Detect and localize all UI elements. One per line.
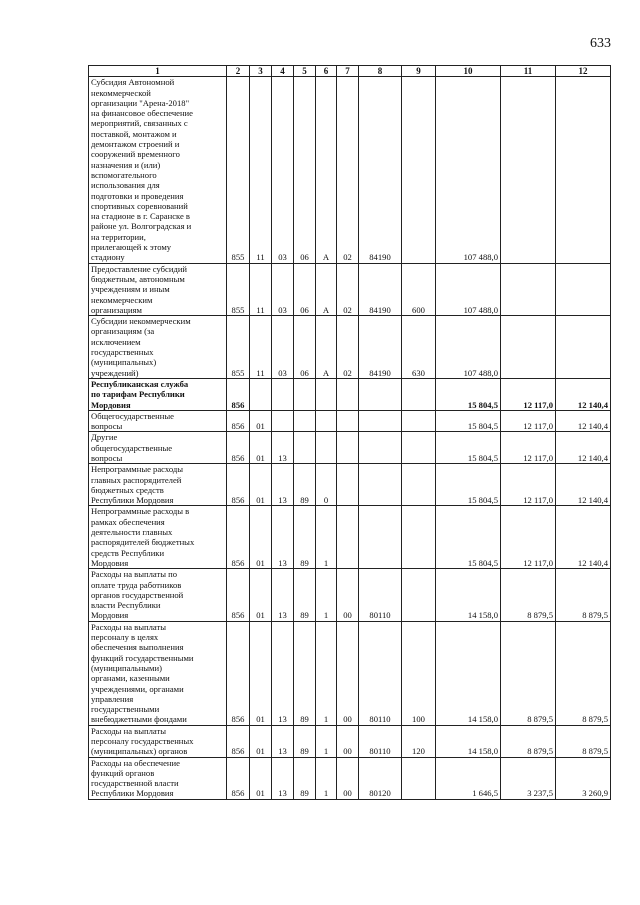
cell-code: 0 bbox=[316, 464, 337, 506]
table-row bbox=[89, 410, 611, 432]
column-header: 11 bbox=[501, 66, 556, 77]
cell-code bbox=[337, 410, 359, 432]
cell-amount: 12 140,4 bbox=[556, 378, 611, 410]
cell-code: 855 bbox=[227, 263, 250, 315]
cell-code: 120 bbox=[402, 725, 436, 757]
cell-code: 03 bbox=[272, 77, 294, 263]
cell-code: 856 bbox=[227, 757, 250, 799]
cell-code: 00 bbox=[337, 757, 359, 799]
cell-code: 03 bbox=[272, 263, 294, 315]
cell-code: 80120 bbox=[359, 757, 402, 799]
row-name: Субсидия Автономной некоммерческой организации "Арена-2018" на финансовое обеспечение мероприятий, связанных с поставкой, монтажом и демонтажом строений и сооружений временного назначения и (или) вспомогательного использования для подготовки и проведения спортивных соревнований на стадионе в г. Саранске в районе ул. Волгоградская и на территории, прилегающей к этому стадиону bbox=[89, 77, 227, 263]
table-row bbox=[89, 263, 611, 315]
cell-amount: 107 488,0 bbox=[436, 316, 501, 379]
cell-code: 13 bbox=[272, 569, 294, 621]
cell-code: А bbox=[316, 316, 337, 379]
cell-code: 01 bbox=[250, 410, 272, 432]
table-row bbox=[89, 725, 611, 757]
cell-code: 80110 bbox=[359, 569, 402, 621]
cell-code: 89 bbox=[294, 569, 316, 621]
column-header: 6 bbox=[316, 66, 337, 77]
cell-code bbox=[359, 378, 402, 410]
cell-code: 630 bbox=[402, 316, 436, 379]
column-header: 4 bbox=[272, 66, 294, 77]
cell-code: 856 bbox=[227, 464, 250, 506]
column-header: 10 bbox=[436, 66, 501, 77]
table-row bbox=[89, 757, 611, 799]
table-row bbox=[89, 506, 611, 569]
cell-amount: 12 117,0 bbox=[501, 506, 556, 569]
cell-code: 13 bbox=[272, 464, 294, 506]
cell-amount: 12 117,0 bbox=[501, 464, 556, 506]
cell-code: 89 bbox=[294, 506, 316, 569]
cell-amount: 107 488,0 bbox=[436, 77, 501, 263]
cell-amount: 12 140,4 bbox=[556, 464, 611, 506]
cell-code: 06 bbox=[294, 77, 316, 263]
cell-amount: 8 879,5 bbox=[501, 725, 556, 757]
cell-amount: 12 140,4 bbox=[556, 410, 611, 432]
cell-code: 00 bbox=[337, 569, 359, 621]
cell-code: 856 bbox=[227, 621, 250, 725]
cell-code: 06 bbox=[294, 263, 316, 315]
cell-code: 02 bbox=[337, 316, 359, 379]
cell-code bbox=[337, 506, 359, 569]
cell-amount: 1 646,5 bbox=[436, 757, 501, 799]
table-row bbox=[89, 432, 611, 464]
table-row bbox=[89, 621, 611, 725]
row-name: Республиканская служба по тарифам Республики Мордовия bbox=[89, 378, 227, 410]
cell-code bbox=[272, 378, 294, 410]
cell-amount bbox=[556, 77, 611, 263]
row-name: Расходы на выплаты по оплате труда работников органов государственной власти Республики Мордовия bbox=[89, 569, 227, 621]
cell-code bbox=[402, 569, 436, 621]
cell-code: 1 bbox=[316, 725, 337, 757]
cell-code bbox=[294, 410, 316, 432]
cell-amount: 8 879,5 bbox=[556, 569, 611, 621]
cell-code bbox=[316, 432, 337, 464]
cell-amount: 3 260,9 bbox=[556, 757, 611, 799]
cell-code: 01 bbox=[250, 725, 272, 757]
table-row bbox=[89, 316, 611, 379]
cell-amount: 8 879,5 bbox=[556, 621, 611, 725]
cell-code: 11 bbox=[250, 316, 272, 379]
cell-code: 01 bbox=[250, 621, 272, 725]
cell-code: 11 bbox=[250, 263, 272, 315]
cell-code: 855 bbox=[227, 77, 250, 263]
cell-code bbox=[294, 378, 316, 410]
cell-code bbox=[337, 464, 359, 506]
header-row bbox=[89, 66, 611, 77]
cell-code: 01 bbox=[250, 464, 272, 506]
cell-amount bbox=[501, 263, 556, 315]
cell-code bbox=[402, 757, 436, 799]
cell-code bbox=[402, 77, 436, 263]
budget-table bbox=[88, 65, 611, 800]
column-header: 12 bbox=[556, 66, 611, 77]
cell-amount: 3 237,5 bbox=[501, 757, 556, 799]
cell-code bbox=[402, 506, 436, 569]
cell-amount: 15 804,5 bbox=[436, 506, 501, 569]
cell-code: 84190 bbox=[359, 263, 402, 315]
column-header: 2 bbox=[227, 66, 250, 77]
row-name: Предоставление субсидий бюджетным, автономным учреждениям и иным некоммерческим организациям bbox=[89, 263, 227, 315]
page-number: 633 bbox=[590, 36, 611, 51]
cell-code bbox=[316, 378, 337, 410]
cell-amount: 15 804,5 bbox=[436, 378, 501, 410]
cell-amount bbox=[501, 316, 556, 379]
row-name: Общегосударственные вопросы bbox=[89, 410, 227, 432]
cell-amount: 15 804,5 bbox=[436, 464, 501, 506]
cell-code: 89 bbox=[294, 757, 316, 799]
cell-code bbox=[316, 410, 337, 432]
cell-code: 89 bbox=[294, 621, 316, 725]
table-row bbox=[89, 77, 611, 263]
row-name: Непрограммные расходы главных распорядителей бюджетных средств Республики Мордовия bbox=[89, 464, 227, 506]
cell-amount: 14 158,0 bbox=[436, 621, 501, 725]
cell-amount: 8 879,5 bbox=[501, 621, 556, 725]
cell-amount: 12 140,4 bbox=[556, 432, 611, 464]
cell-code bbox=[359, 432, 402, 464]
cell-code bbox=[402, 410, 436, 432]
cell-code bbox=[402, 464, 436, 506]
row-name: Субсидии некоммерческим организациям (за исключением государственных (муниципальных) учреждений) bbox=[89, 316, 227, 379]
cell-code: А bbox=[316, 263, 337, 315]
cell-code: 856 bbox=[227, 569, 250, 621]
table-body bbox=[89, 77, 611, 799]
cell-code: 01 bbox=[250, 432, 272, 464]
row-name: Непрограммные расходы в рамках обеспечения деятельности главных распорядителей бюджетных средств Республики Мордовия bbox=[89, 506, 227, 569]
table-row bbox=[89, 378, 611, 410]
column-header: 7 bbox=[337, 66, 359, 77]
cell-code: 13 bbox=[272, 621, 294, 725]
cell-amount: 15 804,5 bbox=[436, 432, 501, 464]
cell-code: 1 bbox=[316, 506, 337, 569]
cell-code bbox=[337, 378, 359, 410]
cell-code: 13 bbox=[272, 725, 294, 757]
cell-code: 00 bbox=[337, 725, 359, 757]
cell-code: 1 bbox=[316, 621, 337, 725]
cell-code: 100 bbox=[402, 621, 436, 725]
cell-code: 1 bbox=[316, 757, 337, 799]
cell-code: 01 bbox=[250, 506, 272, 569]
cell-code: 13 bbox=[272, 432, 294, 464]
column-header: 9 bbox=[402, 66, 436, 77]
cell-code: 89 bbox=[294, 725, 316, 757]
cell-code: 856 bbox=[227, 410, 250, 432]
cell-amount: 8 879,5 bbox=[556, 725, 611, 757]
cell-amount: 14 158,0 bbox=[436, 569, 501, 621]
table-row bbox=[89, 569, 611, 621]
cell-code bbox=[272, 410, 294, 432]
column-header: 5 bbox=[294, 66, 316, 77]
cell-code bbox=[294, 432, 316, 464]
cell-code: 13 bbox=[272, 506, 294, 569]
cell-code: 80110 bbox=[359, 725, 402, 757]
cell-amount: 12 117,0 bbox=[501, 410, 556, 432]
cell-code: 02 bbox=[337, 77, 359, 263]
row-name: Расходы на обеспечение функций органов государственной власти Республики Мордовия bbox=[89, 757, 227, 799]
cell-amount: 12 140,4 bbox=[556, 506, 611, 569]
cell-code bbox=[250, 378, 272, 410]
cell-code: 06 bbox=[294, 316, 316, 379]
cell-code: А bbox=[316, 77, 337, 263]
cell-amount: 107 488,0 bbox=[436, 263, 501, 315]
cell-code: 01 bbox=[250, 569, 272, 621]
cell-code: 84190 bbox=[359, 316, 402, 379]
cell-code: 13 bbox=[272, 757, 294, 799]
cell-code: 1 bbox=[316, 569, 337, 621]
cell-code: 856 bbox=[227, 725, 250, 757]
cell-code bbox=[359, 464, 402, 506]
cell-code: 02 bbox=[337, 263, 359, 315]
column-header: 3 bbox=[250, 66, 272, 77]
cell-code bbox=[402, 432, 436, 464]
cell-code: 00 bbox=[337, 621, 359, 725]
cell-code: 856 bbox=[227, 506, 250, 569]
cell-code: 855 bbox=[227, 316, 250, 379]
row-name: Другие общегосударственные вопросы bbox=[89, 432, 227, 464]
column-header: 1 bbox=[89, 66, 227, 77]
cell-code: 80110 bbox=[359, 621, 402, 725]
row-name: Расходы на выплаты персоналу государственных (муниципальных) органов bbox=[89, 725, 227, 757]
cell-code: 89 bbox=[294, 464, 316, 506]
table-row bbox=[89, 464, 611, 506]
cell-code: 03 bbox=[272, 316, 294, 379]
cell-amount: 8 879,5 bbox=[501, 569, 556, 621]
cell-code: 11 bbox=[250, 77, 272, 263]
cell-code bbox=[337, 432, 359, 464]
cell-code: 856 bbox=[227, 432, 250, 464]
cell-code bbox=[359, 506, 402, 569]
cell-amount bbox=[556, 316, 611, 379]
cell-amount: 15 804,5 bbox=[436, 410, 501, 432]
cell-code bbox=[359, 410, 402, 432]
cell-amount: 12 117,0 bbox=[501, 378, 556, 410]
cell-amount: 14 158,0 bbox=[436, 725, 501, 757]
row-name: Расходы на выплаты персоналу в целях обеспечения выполнения функций государственными (муниципальными) органами, казенными учреждениями, органами управления государственными внебюджетными фондами bbox=[89, 621, 227, 725]
cell-amount bbox=[501, 77, 556, 263]
cell-amount: 12 117,0 bbox=[501, 432, 556, 464]
cell-code: 01 bbox=[250, 757, 272, 799]
column-header: 8 bbox=[359, 66, 402, 77]
cell-code bbox=[402, 378, 436, 410]
cell-code: 84190 bbox=[359, 77, 402, 263]
cell-code: 856 bbox=[227, 378, 250, 410]
cell-amount bbox=[556, 263, 611, 315]
cell-code: 600 bbox=[402, 263, 436, 315]
